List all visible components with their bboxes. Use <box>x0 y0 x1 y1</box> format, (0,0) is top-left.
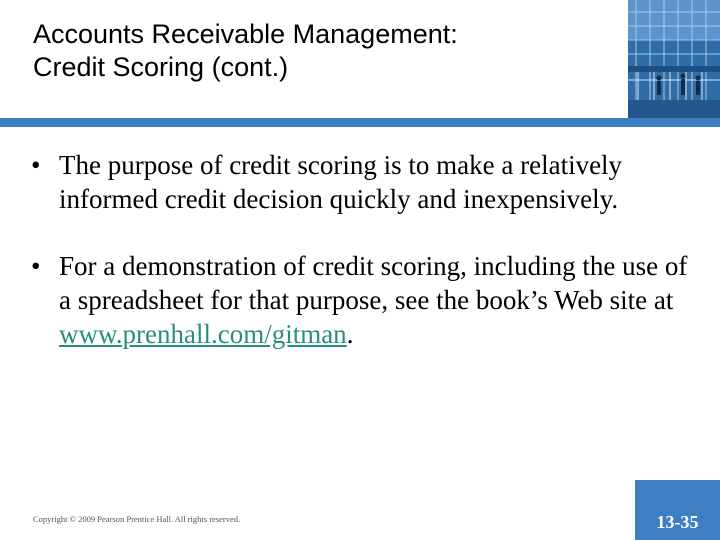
office-building-photo-image <box>628 0 720 118</box>
bullet-item-2 <box>31 249 691 351</box>
header-divider-bar <box>0 118 720 127</box>
slide-header <box>0 0 720 118</box>
page-number: 13-35 <box>656 512 699 532</box>
bullet-text-1: The purpose of credit scoring is to make a relatively informed credit decision quickly and inexpensively. <box>59 150 623 214</box>
copyright-notice: Copyright © 2009 Pearson Prentice Hall. All rights reserved. <box>33 514 241 524</box>
bullet-text-2-before: For a demonstration of credit scoring, including the use of a spreadsheet for that purpose, see the book’s Web site at <box>59 251 688 315</box>
bullet-item-1 <box>31 148 691 216</box>
slide-title <box>33 18 613 84</box>
prenhall-link[interactable]: www.prenhall.com/gitman <box>59 319 347 349</box>
title-line-2: Credit Scoring (cont.) <box>33 52 289 82</box>
bullet-list <box>31 148 691 384</box>
page-number-box <box>635 480 720 540</box>
bullet-text-2-after: . <box>346 319 354 349</box>
title-line-1: Accounts Receivable Management: <box>33 19 458 49</box>
bullet-dot: • <box>31 150 41 180</box>
bullet-dot: • <box>31 251 41 281</box>
header-photo <box>628 0 720 118</box>
